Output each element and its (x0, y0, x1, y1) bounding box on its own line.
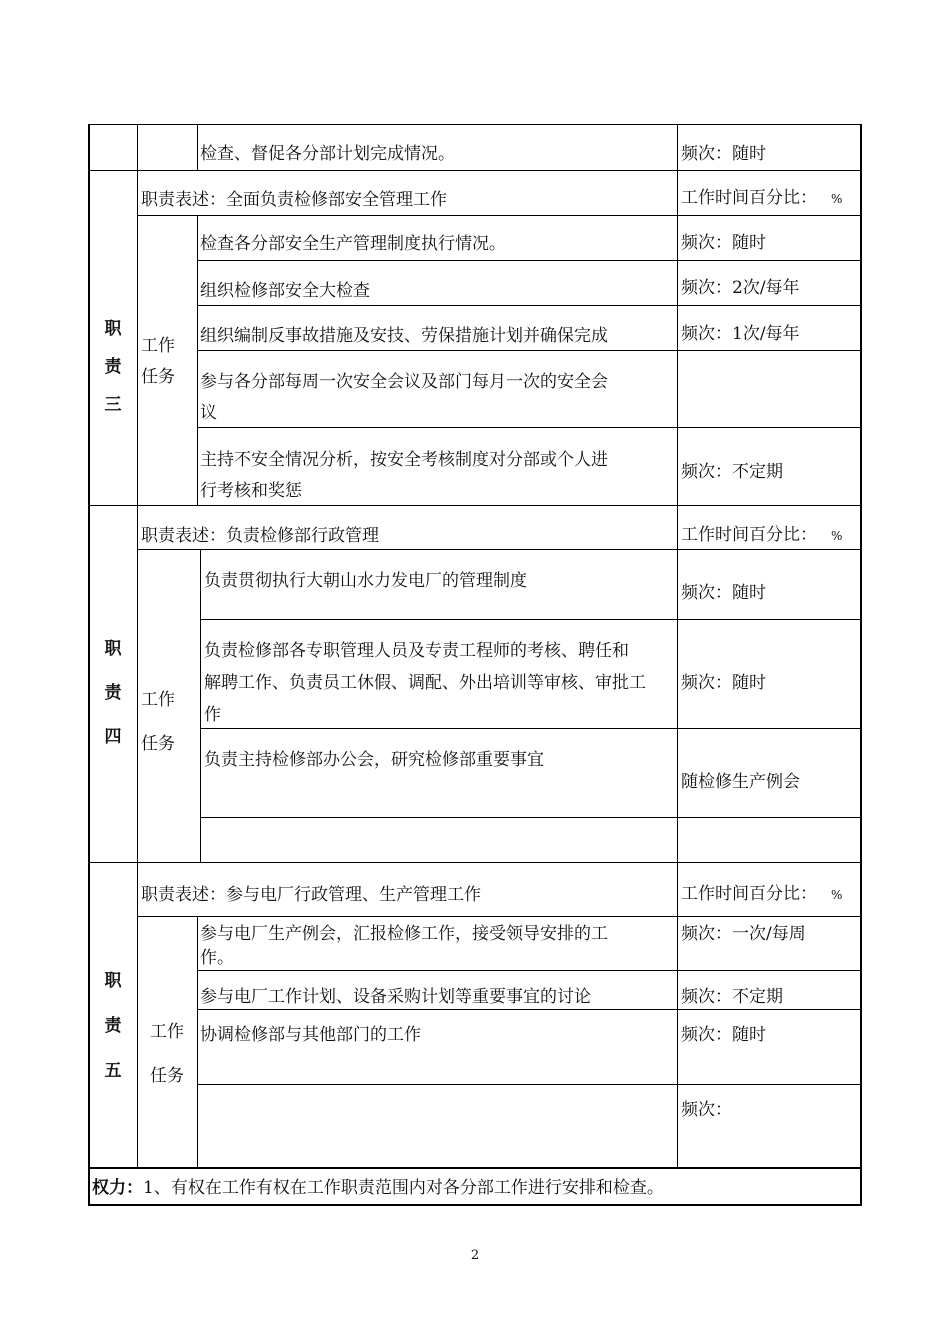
table-border-right (860, 124, 862, 1205)
duty3-label-char: 三 (104, 395, 122, 415)
duty3-label-char: 责 (104, 357, 122, 377)
col-line-1 (137, 124, 138, 1167)
duty4-label-char: 责 (104, 683, 122, 703)
authority-row (92, 1177, 664, 1199)
duty3-task-2: 组织检修部安全大检查 (200, 281, 370, 301)
duty5-task-4-freq: 频次： (681, 1100, 732, 1120)
duty5-description: 职责表述：参与电厂行政管理、生产管理工作 (141, 885, 481, 905)
duty3-task-1: 检查各分部安全生产管理制度执行情况。 (200, 234, 506, 254)
duty3-task-3-freq: 频次：1次/每年 (681, 324, 800, 344)
duty4-task-1: 负责贯彻执行大朝山水力发电厂的管理制度 (204, 571, 527, 591)
duty5-task-1-line1: 参与电厂生产例会，汇报检修工作，接受领导安排的工 (200, 924, 608, 944)
duty3-task-5-line2: 行考核和奖惩 (200, 481, 302, 501)
hline-d5-desc (137, 916, 862, 917)
col-line-2-d5 (197, 916, 198, 1167)
duty5-task-1-line2: 作。 (200, 948, 234, 968)
duty3-label-char: 职 (104, 319, 122, 339)
duty4-task-3: 负责主持检修部办公会，研究检修部重要事宜 (204, 750, 544, 770)
time-percent-label: 工作时间百分比： (681, 884, 817, 904)
hline-d3-t2 (197, 305, 862, 306)
duty5-label-char: 五 (104, 1061, 122, 1081)
hline-d3-t4 (197, 427, 862, 428)
time-percent-label: 工作时间百分比： (681, 525, 817, 545)
duty5-task-3: 协调检修部与其他部门的工作 (200, 1025, 421, 1045)
col-line-3 (677, 124, 678, 1167)
duty4-label-char: 职 (104, 639, 122, 659)
hline-d4-desc (137, 549, 862, 550)
top-task-text: 检查、督促各分部计划完成情况。 (200, 144, 455, 164)
duty4-time-percent (681, 524, 842, 547)
hline-authority-top (88, 1167, 862, 1169)
hline-duty4-top (88, 505, 862, 506)
hline-d3-t1 (197, 260, 862, 261)
duty5-task-2: 参与电厂工作计划、设备采购计划等重要事宜的讨论 (200, 987, 591, 1007)
col-line-2-top (197, 124, 198, 170)
duty3-task-label (141, 331, 175, 393)
duty3-task-4-line2: 议 (200, 403, 217, 423)
duty3-task-4-line1: 参与各分部每周一次安全会议及部门每月一次的安全会 (200, 372, 608, 392)
task-label-line: 任务 (150, 1066, 184, 1086)
task-label-line: 工作 (141, 336, 175, 356)
table-border-left (88, 124, 90, 1205)
hline-duty5-top (88, 862, 862, 863)
hline-duty3-top (88, 170, 862, 171)
hline-d3-t3 (197, 350, 862, 351)
duty5-time-percent (681, 883, 842, 906)
duty5-task-label (150, 1010, 184, 1098)
duty5-task-3-freq: 频次：随时 (681, 1025, 766, 1045)
table-border-bottom (88, 1204, 862, 1206)
time-percent-label: 工作时间百分比： (681, 188, 817, 208)
percent-sign: % (831, 529, 843, 543)
duty5-label-char: 责 (104, 1016, 122, 1036)
duty4-task-label (141, 678, 175, 766)
duty4-task-2-freq: 频次：随时 (681, 673, 766, 693)
duty4-task-2-line2: 解聘工作、负责员工休假、调配、外出培训等审核、审批工 (204, 673, 646, 693)
task-label-line: 任务 (141, 734, 175, 754)
duty3-task-2-freq: 频次：2次/每年 (681, 278, 800, 298)
page-number: 2 (470, 1248, 480, 1263)
hline-d3-desc (137, 215, 862, 216)
task-label-line: 工作 (141, 690, 175, 710)
task-label-line: 工作 (150, 1022, 184, 1042)
table-border-top (88, 124, 862, 125)
duty4-task-3-freq: 随检修生产例会 (681, 772, 800, 792)
duty3-task-1-freq: 频次：随时 (681, 233, 766, 253)
col-line-2-d4 (200, 549, 201, 862)
duty3-description: 职责表述：全面负责检修部安全管理工作 (141, 190, 447, 210)
authority-label: 权力： (92, 1178, 143, 1198)
top-task-freq: 频次：随时 (681, 144, 766, 164)
hline-d4-t1 (200, 619, 862, 620)
col-line-2-d3 (197, 215, 198, 505)
duty3-task-5-freq: 频次：不定期 (681, 462, 783, 482)
duty4-description: 职责表述：负责检修部行政管理 (141, 526, 379, 546)
task-label-line: 任务 (141, 367, 175, 387)
duty3-task-5-line1: 主持不安全情况分析，按安全考核制度对分部或个人进 (200, 450, 608, 470)
duty3-time-percent (681, 187, 842, 210)
percent-sign: % (831, 888, 843, 902)
duty3-task-3: 组织编制反事故措施及安技、劳保措施计划并确保完成 (200, 326, 608, 346)
duty4-task-1-freq: 频次：随时 (681, 583, 766, 603)
hline-d5-t1 (197, 970, 862, 971)
hline-d4-t2 (200, 728, 862, 729)
duty4-task-2-line1: 负责检修部各专职管理人员及专责工程师的考核、聘任和 (204, 641, 629, 661)
duty5-task-1-freq: 频次：一次/每周 (681, 924, 806, 944)
duty5-label-char: 职 (104, 971, 122, 991)
hline-d5-t3 (197, 1084, 862, 1085)
percent-sign: % (831, 192, 843, 206)
duty5-task-2-freq: 频次：不定期 (681, 987, 783, 1007)
duty4-label-char: 四 (104, 727, 122, 747)
hline-d5-t2 (197, 1009, 862, 1010)
authority-text: 1、有权在工作有权在工作职责范围内对各分部工作进行安排和检查。 (143, 1178, 664, 1198)
duty4-task-2-line3: 作 (204, 705, 221, 725)
hline-d4-t3 (200, 817, 862, 818)
